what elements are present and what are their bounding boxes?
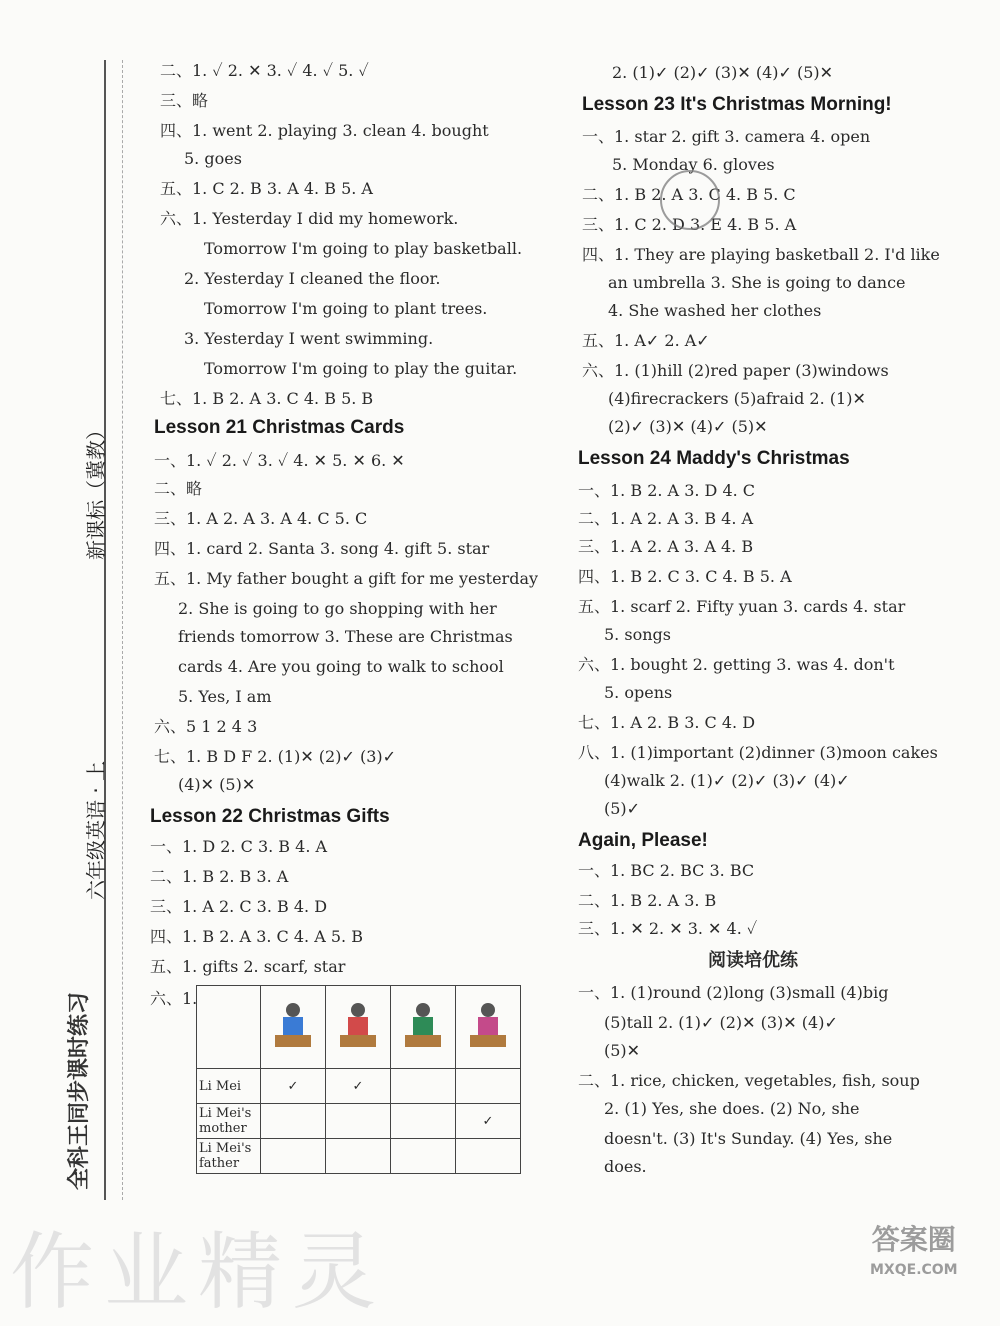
answer-line: 5. songs (604, 625, 671, 644)
check-cell (391, 1069, 456, 1104)
answer-line: Tomorrow I'm going to plant trees. (204, 299, 488, 318)
check-cell (391, 1104, 456, 1139)
answer-line: 2. Yesterday I cleaned the floor. (184, 269, 441, 288)
answer-line: 五、1. A✓ 2. A✓ (582, 331, 710, 350)
brand-logo: 全科王同步课时练习 (67, 991, 92, 1190)
answer-line: 四、1. B 2. C 3. C 4. B 5. A (578, 567, 792, 586)
answer-line: 五、1. gifts 2. scarf, star (150, 957, 346, 976)
table-cell (326, 986, 391, 1069)
answer-line: 四、1. went 2. playing 3. clean 4. bought (160, 121, 489, 140)
person-cooking-icon (468, 999, 508, 1051)
answer-line: 三、1. A 2. A 3. A 4. B (578, 537, 754, 556)
check-cell (326, 1104, 391, 1139)
spine-grade: 六年级英语 · 上 (84, 760, 108, 900)
row-label: Li Mei's father (197, 1139, 261, 1174)
answer-line: 三、1. A 2. A 3. A 4. C 5. C (154, 509, 368, 528)
answer-line: 一、1. (1)round (2)long (3)small (4)big (578, 983, 889, 1002)
corner-logo (870, 1225, 958, 1285)
check-cell: ✓ (326, 1069, 391, 1104)
answer-line: an umbrella 3. She is going to dance (608, 273, 906, 292)
answer-line: 一、1. star 2. gift 3. camera 4. open (582, 127, 871, 146)
answer-line: 三、1. ✕ 2. ✕ 3. ✕ 4. ✓ (578, 919, 758, 938)
check-cell (261, 1104, 326, 1139)
answer-line: 四、1. B 2. A 3. C 4. A 5. B (150, 927, 363, 946)
answer-line: 5. opens (604, 683, 673, 702)
lesson-heading: Lesson 22 Christmas Gifts (150, 806, 390, 827)
answer-line: 四、1. card 2. Santa 3. song 4. gift 5. star (154, 539, 490, 558)
answer-line: 一、1. ✓ 2. ✓ 3. ✓ 4. ✕ 5. ✕ 6. ✕ (154, 451, 405, 470)
answer-line: (2)✓ (3)✕ (4)✓ (5)✕ (608, 417, 768, 436)
check-cell: ✓ (456, 1104, 521, 1139)
answer-line: 3. Yesterday I went swimming. (184, 329, 434, 348)
check-cell (456, 1069, 521, 1104)
table-cell (261, 986, 326, 1069)
answer-line: 二、1. ✓ 2. ✕ 3. ✓ 4. ✓ 5. ✓ (160, 61, 369, 80)
table-row (197, 986, 521, 1069)
answer-line: Tomorrow I'm going to play basketball. (204, 239, 523, 258)
cut-line (122, 60, 123, 1200)
answer-line: 二、1. B 2. B 3. A (150, 867, 289, 886)
answer-line: 七、1. B D F 2. (1)✕ (2)✓ (3)✓ (154, 747, 397, 766)
table-row (197, 1104, 521, 1139)
answer-line: 一、1. D 2. C 3. B 4. A (150, 837, 328, 856)
answer-line: 七、1. A 2. B 3. C 4. D (578, 713, 756, 732)
lesson-heading: Lesson 21 Christmas Cards (154, 417, 405, 438)
spine-rule (104, 60, 106, 1200)
row-label: Li Mei's mother (197, 1104, 261, 1139)
table-cell (197, 986, 261, 1069)
answer-line: (4)firecrackers (5)afraid 2. (1)✕ (608, 389, 866, 408)
answer-line: 5. Yes, I am (178, 687, 272, 706)
lesson-heading: Lesson 23 It's Christmas Morning! (582, 94, 892, 115)
answer-line: 二、1. A 2. A 3. B 4. A (578, 509, 754, 528)
answer-table (196, 985, 521, 1174)
check-cell: ✓ (261, 1069, 326, 1104)
table-row (197, 1139, 521, 1174)
person-at-desk-icon (273, 999, 313, 1051)
answer-line: (5)tall 2. (1)✓ (2)✕ (3)✕ (4)✓ (604, 1013, 838, 1032)
check-cell (261, 1139, 326, 1174)
answer-line: 一、1. BC 2. BC 3. BC (578, 861, 755, 880)
corner-logo-url: MXQE.COM (870, 1262, 958, 1278)
answer-line: 2. She is going to go shopping with her (178, 599, 497, 618)
table-cell (456, 986, 521, 1069)
answer-line: 八、1. (1)important (2)dinner (3)moon cakes (578, 743, 938, 762)
answer-line: 2. (1)✓ (2)✓ (3)✕ (4)✓ (5)✕ (612, 63, 834, 82)
lesson-heading: Lesson 24 Maddy's Christmas (578, 448, 850, 469)
answer-line: (4)walk 2. (1)✓ (2)✓ (3)✓ (4)✓ (604, 771, 850, 790)
answer-line: 二、略 (154, 479, 203, 498)
answer-line: 六、1. (1)hill (2)red paper (3)windows (582, 361, 889, 380)
answer-line: 六、1. (150, 989, 198, 1008)
answer-line: does. (604, 1157, 647, 1176)
person-working-icon (403, 999, 443, 1051)
answer-line: 二、1. B 2. A 3. B (578, 891, 717, 910)
answer-line: Tomorrow I'm going to play the guitar. (204, 359, 518, 378)
section-heading: 阅读培优练 (708, 950, 798, 971)
check-cell (391, 1139, 456, 1174)
table-row (197, 1069, 521, 1104)
answer-line: 七、1. B 2. A 3. C 4. B 5. B (160, 389, 374, 408)
answer-line: 六、1. Yesterday I did my homework. (160, 209, 459, 228)
answer-line: 六、5 1 2 4 3 (154, 717, 258, 736)
answer-line: (4)✕ (5)✕ (178, 775, 256, 794)
section-heading: Again, Please! (578, 830, 708, 851)
answer-line: (5)✕ (604, 1041, 641, 1060)
table-cell (391, 986, 456, 1069)
answer-line: 五、1. scarf 2. Fifty yuan 3. cards 4. star (578, 597, 906, 616)
answer-line: 二、1. rice, chicken, vegetables, fish, soup (578, 1071, 920, 1090)
answer-line: 4. She washed her clothes (608, 301, 822, 320)
answer-line: 四、1. They are playing basketball 2. I'd like (582, 245, 940, 264)
answer-line: 六、1. bought 2. getting 3. was 4. don't (578, 655, 895, 674)
corner-logo-title: 答案圈 (871, 1223, 956, 1256)
answer-line: 5. goes (184, 149, 242, 168)
answer-line: 一、1. B 2. A 3. D 4. C (578, 481, 756, 500)
answer-line: 二、1. B 2. A 3. C 4. B 5. C (582, 185, 796, 204)
answer-line: 三、1. C 2. D 3. E 4. B 5. A (582, 215, 797, 234)
answer-line: doesn't. (3) It's Sunday. (4) Yes, she (604, 1129, 893, 1148)
watermark-text: 作业精灵 (10, 1223, 387, 1321)
answer-line: 三、略 (160, 91, 209, 110)
check-cell (326, 1139, 391, 1174)
person-reading-icon (338, 999, 378, 1051)
stamp-mark (660, 170, 720, 230)
answer-line: 五、1. My father bought a gift for me yesterday (154, 569, 539, 588)
spine-subject: 新课标（冀教） (84, 420, 108, 560)
answer-line: 5. Monday 6. gloves (612, 155, 775, 174)
answer-line: 五、1. C 2. B 3. A 4. B 5. A (160, 179, 373, 198)
row-label: Li Mei (197, 1069, 261, 1104)
answer-line: friends tomorrow 3. These are Christmas (178, 627, 513, 646)
answer-line: cards 4. Are you going to walk to school (178, 657, 504, 676)
check-cell (456, 1139, 521, 1174)
answer-line: (5)✓ (604, 799, 641, 818)
answer-line: 2. (1) Yes, she does. (2) No, she (604, 1099, 860, 1118)
book-spine (0, 0, 120, 1309)
answer-line: 三、1. A 2. C 3. B 4. D (150, 897, 328, 916)
